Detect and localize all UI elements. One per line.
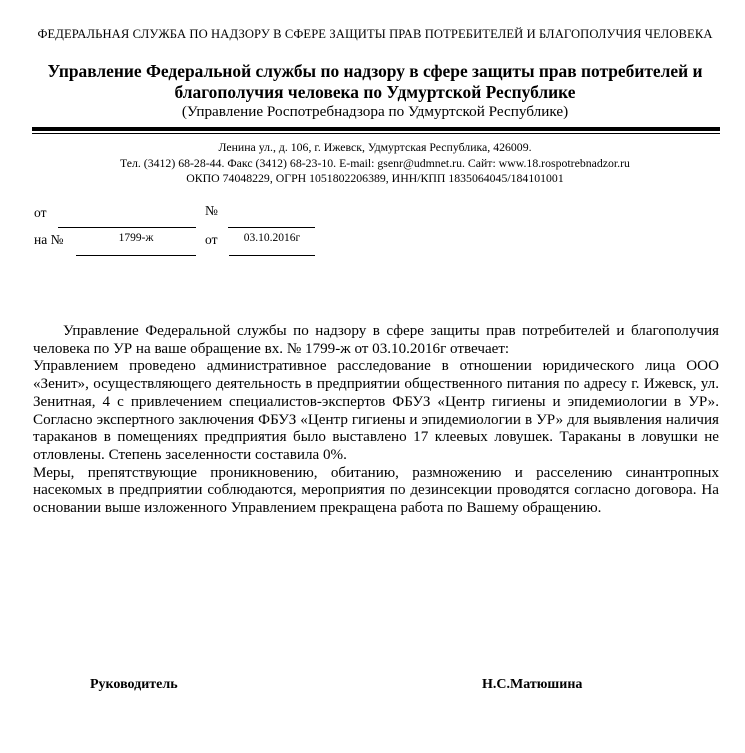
- ref-from-line: [58, 227, 196, 228]
- ref-reply-date: 03.10.2016г: [243, 232, 301, 244]
- signature-name: Н.С.Матюшина: [482, 677, 583, 692]
- letter-body: [33, 323, 719, 518]
- contacts-codes: ОКПО 74048229, ОГРН 1051802206389, ИНН/КПП 1835064045/184101001: [186, 171, 564, 185]
- department-title: Управление Федеральной службы по надзору в сфере защиты прав потребителей и благополучия человека по Удмуртской Республике: [47, 61, 703, 102]
- ref-reply-number: 1799-ж: [118, 232, 154, 244]
- ref-reply-date-line: [229, 255, 315, 256]
- department-short-name: (Управление Роспотребнадзора по Удмуртской Республике): [181, 103, 569, 120]
- ref-number-line: [228, 227, 315, 228]
- header-rule-thick: [32, 127, 720, 131]
- body-paragraph-2: Управлением проведено административное расследование в отношении юридического лица ООО «Зенит», осуществляющего деятельность в предприятии общественного питания по адресу г. Ижевск, ул. Зенитная, 4 с привлечением специалистов-экспертов ФБУЗ «Центр гигиены и эпидемиологии в УР». Согласно экспертного заключения ФБУЗ «Центр гигиены и эпидемиологии в УР» для выявления наличия тараканов в помещениях предприятия было выставлено 17 клеевых ловушек. Тараканы в ловушки не отловлены. Степень заселенности составила 0%.: [33, 358, 719, 463]
- contacts-address: Ленина ул., д. 106, г. Ижевск, Удмуртская Республика, 426009.: [218, 140, 532, 154]
- contacts-phones: Тел. (3412) 68-28-44. Факс (3412) 68-23-10. E-mail: gsenr@udmnet.ru. Сайт: www.18.rospotrebnadzor.ru: [120, 155, 630, 170]
- ref-reply-to-label: на №: [34, 232, 64, 247]
- ref-from-label: от: [34, 205, 47, 220]
- ref-reply-from-label: от: [205, 232, 218, 247]
- ref-number-label: №: [205, 203, 218, 218]
- signature-position: Руководитель: [90, 677, 178, 692]
- header-rule-thin: [32, 133, 720, 134]
- agency-line: ФЕДЕРАЛЬНАЯ СЛУЖБА ПО НАДЗОРУ В СФЕРЕ ЗАЩИТЫ ПРАВ ПОТРЕБИТЕЛЕЙ И БЛАГОПОЛУЧИЯ ЧЕЛОВЕКА: [37, 27, 713, 41]
- body-paragraph-3: Меры, препятствующие проникновению, обитанию, размножению и расселению синантропных насекомых в предприятии соблюдаются, мероприятия по дезинсекции проводятся согласно договора. На основании выше изложенного Управлением прекращена работа по Вашему обращению.: [33, 464, 719, 517]
- ref-reply-number-line: [76, 255, 196, 256]
- body-paragraph-1: Управление Федеральной службы по надзору в сфере защиты прав потребителей и благополучия человека по УР на ваше обращение вх. № 1799-ж от 03.10.2016г отвечает:: [33, 323, 719, 357]
- contacts-block: [30, 140, 720, 187]
